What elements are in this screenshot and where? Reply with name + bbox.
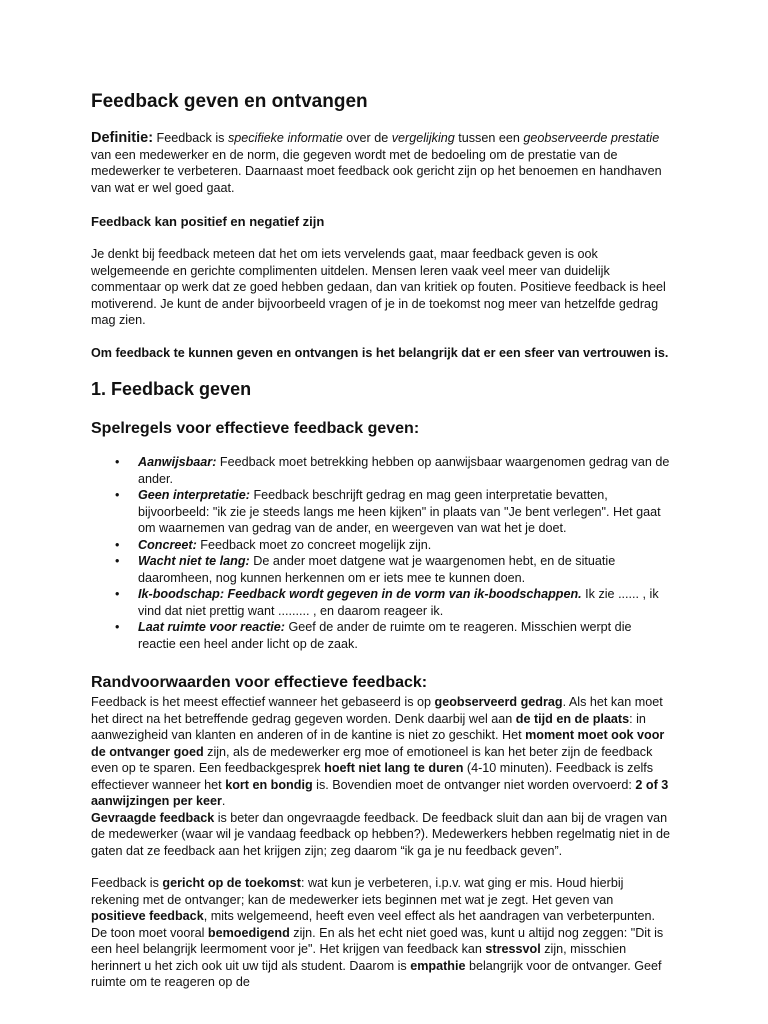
conditions-paragraph	[91, 694, 671, 810]
rule-term: Aanwijsbaar:	[138, 455, 217, 469]
bold-run: Gevraagde feedback	[91, 810, 215, 825]
rule-text: Geef de ander de ruimte om te reageren. Misschien werpt die reactie een heel ander licht op de zaak.	[138, 620, 632, 651]
rule-term: Ik-boodschap: Feedback wordt gegeven in de vorm van ik-boodschappen.	[138, 587, 582, 601]
rules-list	[91, 454, 671, 652]
text-run: tussen een	[454, 131, 524, 145]
bold-run: hoeft niet lang te duren	[324, 761, 464, 775]
rule-item	[91, 586, 671, 619]
text-run: zijn, misschien herinnert u het zich ook uit uw tijd als student. Daarom is	[91, 942, 627, 973]
italic-run: geobserveerde prestatie	[523, 131, 660, 145]
text-run: Feedback is	[91, 876, 163, 890]
conditions-heading: Randvoorwaarden voor effectieve feedback:	[91, 674, 428, 691]
rule-item	[91, 553, 671, 586]
italic-run: specifieke informatie	[227, 131, 343, 145]
text-run: (4-10 minuten). Feedback is zelfs effectiever wanneer het	[91, 761, 654, 792]
text-run: zijn. En als het echt niet goed was, kunt u altijd nog zeggen: "Dit is een heel belangrijk leermoment voor je". Het krijgen van feedback kan	[91, 925, 664, 956]
rule-term: Geen interpretatie:	[138, 488, 250, 502]
bullet: •	[115, 587, 120, 601]
section-heading-feedback-geven: 1. Feedback geven	[91, 379, 252, 399]
bullet: •	[115, 537, 120, 552]
text-run: zijn, als de medewerker erg moe of emotioneel is kan het beter zijn de feedback even op te sparen. Een feedbackgesprek	[91, 744, 653, 775]
rule-term: Laat ruimte voor reactie:	[138, 620, 285, 634]
rule-term: Concreet:	[138, 537, 197, 552]
bullet: •	[115, 455, 120, 469]
requested-feedback-paragraph	[91, 810, 671, 860]
rule-item	[91, 454, 671, 487]
document-title: Feedback geven en ontvangen	[91, 91, 368, 112]
future-feedback-paragraph	[91, 875, 671, 991]
bold-run: moment moet ook voor de ontvanger goed	[91, 728, 665, 759]
bold-run: stressvol	[485, 942, 541, 956]
rule-item	[91, 537, 671, 554]
text-run: over de	[342, 131, 392, 145]
bold-run: empathie	[410, 958, 466, 973]
rule-term: Wacht niet te lang:	[138, 554, 250, 568]
italic-run: vergelijking	[391, 131, 455, 145]
rule-text: Ik zie ...... , ik vind dat niet prettig want ......... , en daarom reageer ik.	[138, 587, 659, 618]
text-run: belangrijk voor de ontvanger. Geef ruimte om te reageren op de	[91, 958, 662, 989]
text-run: , mits welgemeend, heeft even veel effect als het aandragen van verbeterpunten. De toon moet vooral	[91, 909, 656, 940]
text-run: : in aanwezigheid van klanten en anderen of in de kantine is niet zo geschikt. Het	[91, 711, 646, 742]
text-run: is. Bovendien moet de ontvanger niet worden overvoerd:	[312, 777, 636, 792]
text-run: . Als het kan moet het direct na het betreffende gedrag gegeven worden. Denk daarbij wel aan	[91, 695, 663, 726]
rule-item	[91, 487, 671, 537]
bold-run: bemoedigend	[207, 925, 290, 940]
text-run: is beter dan ongevraagde feedback. De feedback sluit dan aan bij de vragen van de medewerker (waar wil je vandaag feedback op hebben?). Medewerkers hebben regelmatig niet in de gaten dat ze feedback aan het krijgen zijn; zeg daarom “ik ga je nu feedback geven”.	[91, 810, 670, 858]
definition-paragraph	[91, 130, 671, 196]
text-run: .	[221, 794, 226, 808]
text-run: van een medewerker en de norm, die gegeven wordt met de bedoeling om de prestatie van de medewerker te verbeteren. Daarnaast moet feedback ook gericht zijn op het benoemen en handhaven van wat er wel goed gaat.	[91, 147, 662, 195]
text-run: : wat kun je verbeteren, i.p.v. wat ging er mis. Houd hierbij rekening met de ontvanger; kan de medewerker iets beginnen met wat je zegt. Het geven van	[91, 876, 624, 907]
document-body	[91, 90, 671, 991]
intro-paragraph: Je denkt bij feedback meteen dat het om iets vervelends gaat, maar feedback geven is ook welgemeende en gerichte complimenten uitdelen. Mensen leren vaak veel meer van duidelijk commentaar op werk dat ze goed hebben gedaan, dan van kritiek op fouten. Positieve feedback is heel motiverend. Je kunt de ander bijvoorbeeld vragen of je in de toekomst nog meer van hetzelfde gedrag mag zien.	[91, 247, 666, 327]
rule-text: De ander moet datgene wat je waargenomen hebt, en de situatie daaromheen, nog kunnen herkennen om er iets mee te kunnen doen.	[138, 554, 616, 585]
text-run: Feedback is	[153, 131, 228, 145]
bold-run: gericht op de toekomst	[162, 876, 301, 890]
bold-run: kort en bondig	[225, 777, 313, 792]
rule-item	[91, 619, 671, 652]
rule-text: Feedback beschrijft gedrag en mag geen interpretatie bevatten, bijvoorbeeld: "ik zie je steeds langs me heen kijken" in plaats van "Je bent verlegen". Het gaat om waarnemen van gedrag van de ander, en weergeven van wat het je doet.	[138, 488, 661, 535]
bullet: •	[115, 620, 120, 634]
trust-statement: Om feedback te kunnen geven en ontvangen is het belangrijk dat er een sfeer van vertrouwen is.	[91, 345, 669, 360]
text-run: Feedback is het meest effectief wanneer het gebaseerd is op	[91, 695, 435, 709]
definition-label: Definitie:	[91, 130, 154, 146]
rules-heading: Spelregels voor effectieve feedback geven:	[91, 420, 420, 437]
rule-text: Feedback moet betrekking hebben op aanwijsbaar waargenomen gedrag van de ander.	[138, 455, 670, 486]
rule-text: Feedback moet zo concreet mogelijk zijn.	[196, 537, 432, 552]
bold-run: de tijd en de plaats	[515, 711, 630, 726]
bold-run: positieve feedback	[91, 909, 204, 923]
bullet: •	[115, 488, 120, 502]
bullet: •	[115, 554, 120, 568]
bold-run: 2 of 3 aanwijzingen per keer	[91, 777, 669, 808]
subheading-positive-negative: Feedback kan positief en negatief zijn	[91, 214, 325, 229]
bold-run: geobserveerd gedrag	[434, 695, 563, 709]
